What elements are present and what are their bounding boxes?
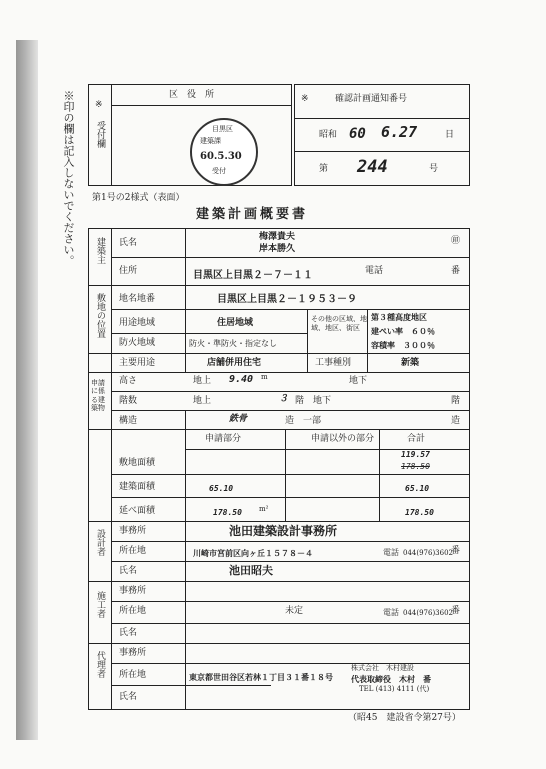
- receipt-box: [88, 84, 292, 186]
- contractor-phone-suffix: 番: [451, 606, 461, 616]
- form-footer: （昭45 建設省令第27号）: [348, 713, 461, 723]
- side-instruction: ※印の欄は記入しないでください。: [62, 90, 75, 266]
- height-under: 地下: [349, 376, 368, 386]
- main-use-label: 主要用途: [119, 358, 156, 368]
- agent-company: 株式会社 木村建設: [351, 664, 414, 672]
- site-other-2: 建ぺい率 ６０％: [371, 326, 435, 336]
- contractor-phone: 044(976)3602: [403, 609, 453, 617]
- designer-address-label: 所在地: [119, 546, 147, 556]
- confirm-number: 244: [357, 157, 388, 177]
- receipt-mark: ※: [95, 100, 103, 110]
- site-other-label: その他の区域、地域、地区、街区: [311, 315, 367, 333]
- area-row1-label: 敷地面積: [119, 458, 156, 468]
- designer-address: 川崎市宮前区向ヶ丘１５７８－４: [193, 548, 313, 558]
- designer-name-label: 氏名: [119, 566, 138, 576]
- work-type-label: 工事種別: [315, 358, 352, 368]
- builder-address: 目黒区上目黒２－７－１１: [193, 270, 313, 281]
- builder-phone-label: 電話: [365, 266, 384, 276]
- stamp-line2: 建築課: [200, 137, 221, 145]
- builder-name-label: 氏名: [119, 238, 138, 248]
- main-use-value: 店舗併用住宅: [207, 358, 262, 368]
- site-use-label: 用途地域: [119, 318, 156, 328]
- form-subtitle: 第1号の2様式（表面）: [92, 193, 185, 203]
- area-header-total: 合計: [407, 434, 426, 444]
- area-row1-total2: 178.50: [401, 462, 430, 471]
- height-label: 高さ: [119, 376, 138, 386]
- form-title: 建築計画概要書: [196, 207, 309, 222]
- structure-suffix: 造: [451, 416, 461, 426]
- confirm-title: 確認計画通知番号: [335, 94, 408, 104]
- site-other-3: 容積率 ３００％: [371, 340, 435, 350]
- height-value: 9.40: [229, 374, 254, 385]
- floors-suffix: 階: [451, 396, 461, 406]
- builder-label: 建築主: [95, 237, 105, 264]
- confirmation-box: [294, 84, 470, 186]
- contractor-phone-label: 電話: [383, 608, 399, 617]
- area-row3-applied: 178.50: [213, 508, 242, 517]
- agent-address: 東京都世田谷区若林１丁目３１番１８号: [189, 672, 333, 682]
- site-fire: 防火・準防火・指定なし: [189, 339, 277, 348]
- designer-label: 設計者: [95, 529, 105, 556]
- area-header-other: 申請以外の部分: [311, 434, 375, 444]
- area-header-applied: 申請部分: [205, 434, 242, 444]
- confirm-day: 日: [445, 130, 455, 140]
- scan-shadow-edge: [16, 40, 38, 740]
- area-row2-total: 65.10: [405, 484, 430, 493]
- structure-value: 鉄骨: [229, 414, 248, 424]
- area-row3-unit: m²: [259, 505, 269, 513]
- designer-office: 池田建築設計事務所: [229, 524, 338, 538]
- agent-tel: TEL (413) 4111 (代): [359, 685, 430, 693]
- area-row2-label: 建築面積: [119, 482, 156, 492]
- builder-address-label: 住所: [119, 266, 138, 276]
- designer-name: 池田昭夫: [229, 564, 273, 577]
- contractor-label: 施工者: [95, 591, 105, 618]
- contractor-address: 未定: [285, 606, 304, 616]
- area-row3-label: 延べ面積: [119, 506, 156, 516]
- area-row2-applied: 65.10: [209, 484, 234, 493]
- site-use: 住居地域: [217, 318, 254, 328]
- area-row1-total: 119.57: [401, 450, 430, 459]
- designer-phone-suffix: 番: [451, 546, 461, 556]
- designer-office-label: 事務所: [119, 526, 147, 536]
- agent-rep: 代表取締役 木村 番: [351, 674, 431, 684]
- work-type-value: 新築: [401, 358, 420, 368]
- agent-label: 代理者: [95, 651, 105, 678]
- builder-seal: ㊞: [451, 236, 461, 246]
- designer-phone: 044(976)3602: [403, 549, 453, 557]
- height-unit: m: [261, 373, 268, 381]
- confirm-mark: ※: [301, 94, 309, 104]
- receipt-stamp: [190, 118, 258, 186]
- contractor-name-label: 氏名: [119, 628, 138, 638]
- overview-form: [88, 228, 470, 710]
- site-lot-label: 地名地番: [119, 294, 156, 304]
- designer-phone-label: 電話: [383, 548, 399, 557]
- stamp-line3: 受付: [212, 167, 226, 175]
- structure-mid: 造 一部: [285, 416, 322, 426]
- area-row3-total: 178.50: [405, 508, 434, 517]
- building-label: 申請に係る建築物: [91, 379, 105, 413]
- agent-office-label: 事務所: [119, 648, 147, 658]
- confirm-date: 6.27: [381, 123, 418, 141]
- stamp-line1: 目黒区: [212, 125, 233, 133]
- builder-name-1: 梅澤貴夫: [259, 232, 296, 242]
- stamp-date: 60.5.30: [200, 151, 242, 162]
- confirm-number-prefix: 第: [319, 164, 329, 174]
- receipt-label: 受付欄: [95, 121, 105, 148]
- floors-mid: 階 地下: [295, 396, 332, 406]
- agent-address-label: 所在地: [119, 670, 147, 680]
- confirm-era: 昭和: [319, 130, 338, 140]
- site-fire-label: 防火地域: [119, 338, 156, 348]
- site-lot: 目黒区上目黒２－１９５３－９: [217, 294, 357, 305]
- floors-prefix: 地上: [193, 396, 212, 406]
- floors-value: ３: [279, 394, 289, 404]
- builder-phone-suffix: 番: [451, 266, 461, 276]
- height-prefix: 地上: [193, 376, 212, 386]
- site-label: 敷地の位置: [95, 293, 105, 338]
- contractor-office-label: 事務所: [119, 586, 147, 596]
- confirm-year: 60: [349, 126, 366, 142]
- agent-name-label: 氏名: [119, 692, 138, 702]
- contractor-address-label: 所在地: [119, 606, 147, 616]
- floors-label: 階数: [119, 396, 138, 406]
- structure-label: 構造: [119, 416, 138, 426]
- builder-name-2: 岸本勝久: [259, 244, 296, 254]
- office-label: 区 役 所: [169, 90, 215, 100]
- site-other-1: 第３種高度地区: [371, 312, 427, 322]
- confirm-number-suffix: 号: [429, 164, 439, 174]
